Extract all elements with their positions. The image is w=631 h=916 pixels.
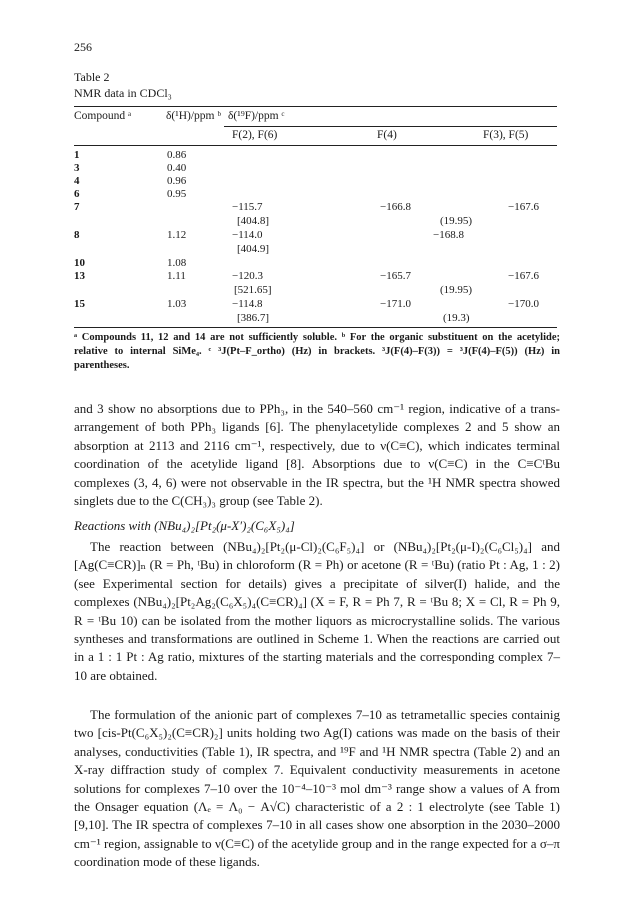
- row-7-f35-coupling: (19.95): [440, 215, 473, 227]
- row-1-compound: 1: [74, 149, 80, 161]
- row-13-f26: −120.3: [232, 270, 263, 282]
- row-4-compound: 4: [74, 175, 80, 187]
- row-15-f4: −171.0: [380, 298, 411, 310]
- row-8-f26-coupling: [404.9]: [237, 243, 270, 255]
- row-8-compound: 8: [74, 229, 80, 241]
- table-bottom-rule: [74, 327, 557, 328]
- row-13-f35-coupling: (19.95): [440, 284, 473, 296]
- row-15-h: 1.03: [167, 298, 187, 310]
- body-paragraph-1: and 3 show no absorptions due to PPh₃, in the 540–560 cm⁻¹ region, indicative of a trans-arrangement of both PPh₃ ligands [6]. The phenylacetylide complexes 2 and 5 show an absorption at 2113 and 2116 cm⁻¹, respectively, due to ν(C≡C), which indicates terminal coordination of the acetylide ligand [8]. Absorptions due to ν(C≡C) in the C≡CᵗBu complexes (3, 4, 6) were not observable in the IR spectra, but the ¹H NMR spectra showed singlets due to the C(CH₃)₃ group (see Table 2).: [74, 401, 560, 509]
- row-13-f35: −167.6: [508, 270, 539, 282]
- row-15-compound: 15: [74, 298, 85, 310]
- row-8-f4-f35: −168.8: [433, 229, 464, 241]
- section-heading: Reactions with (NBu₄)₂[Pt₂(μ-X′)₂(C₆X₅)₄]: [74, 518, 295, 533]
- row-7-f26: −115.7: [232, 201, 263, 213]
- row-3-compound: 3: [74, 162, 80, 174]
- page-number: 256: [74, 40, 92, 54]
- header-f-nmr: δ(¹⁹F)/ppm ᶜ: [228, 110, 285, 122]
- body-paragraph-2: The reaction between (NBu₄)₂[Pt₂(μ-Cl)₂(C₆F₅)₄] or (NBu₄)₂[Pt₂(μ-I)₂(C₆Cl₅)₄] and [Ag(C≡CR)]ₙ (R = Ph, ᵗBu) in chloroform (R = Ph) or acetone (R = ᵗBu) (ratio Pt : Ag, 1 : 2) (see Experimental section for details) gives a precipitate of silver(I) halide, and the complexes (NBu₄)₂[Pt₂Ag₂(C₆X₅)₄(C≡CR)₄] (X = F, R = Ph 7, R = ᵗBu 8; X = Cl, R = Ph 9, R = ᵗBu 10) can be isolated from the mother liquors as microcrystalline solids. The various syntheses and transformations are outlined in Scheme 1. When the reactions are carried out in a 1 : 1 Pt : Ag ratio, mixtures of the starting materials and the corresponding complex 7–10 are obtained.: [74, 539, 560, 683]
- row-13-f4: −165.7: [380, 270, 411, 282]
- row-7-f35: −167.6: [508, 201, 539, 213]
- row-15-f35: −170.0: [508, 298, 539, 310]
- row-7-f4: −166.8: [380, 201, 411, 213]
- row-6-h: 0.95: [167, 188, 187, 200]
- header-h-nmr: δ(¹H)/ppm ᵇ: [166, 110, 221, 122]
- table-label: Table 2: [74, 70, 110, 84]
- header-compound: Compound ᵃ: [74, 110, 132, 122]
- table-top-rule: [74, 106, 557, 107]
- header-f35: F(3), F(5): [483, 129, 529, 141]
- table-header-bottom-rule: [74, 145, 557, 146]
- row-4-h: 0.96: [167, 175, 187, 187]
- row-10-h: 1.08: [167, 257, 187, 269]
- header-f26: F(2), F(6): [232, 129, 278, 141]
- row-13-compound: 13: [74, 270, 85, 282]
- row-15-f26-coupling: [386.7]: [237, 312, 270, 324]
- row-13-f26-coupling: [521.65]: [234, 284, 272, 296]
- row-3-h: 0.40: [167, 162, 187, 174]
- table-footnote: ᵃ Compounds 11, 12 and 14 are not sufficiently soluble. ᵇ For the organic substituent on the acetylide; relative to internal SiMe₄. ᶜ ³J(Pt–F_ortho) (Hz) in brackets. ³J(F(4)–F(3)) = ³J(F(4)–F(5)) (Hz) in parentheses.: [74, 332, 560, 371]
- row-7-compound: 7: [74, 201, 80, 213]
- row-8-f26: −114.0: [232, 229, 263, 241]
- row-13-h: 1.11: [167, 270, 186, 282]
- header-subhead-rule: [224, 126, 557, 127]
- row-15-f26: −114.8: [232, 298, 263, 310]
- row-15-f35-coupling: (19.3): [443, 312, 470, 324]
- table-caption: NMR data in CDCl₃: [74, 86, 172, 100]
- row-1-h: 0.86: [167, 149, 187, 161]
- header-f4: F(4): [377, 129, 397, 141]
- row-6-compound: 6: [74, 188, 80, 200]
- body-paragraph-3: The formulation of the anionic part of complexes 7–10 as tetrametallic species containig two [cis-Pt(C₆X₅)₂(C≡CR)₂] units holding two Ag(I) cations was made on the basis of their analyses, conductivities (Table 1), IR spectra, and ¹⁹F and ¹H NMR spectra (Table 2) and an X-ray diffraction study of complex 7. Equivalent conductivity measurements in acetone solutions for complexes 7–10 over the 10⁻⁴–10⁻³ mol dm⁻³ range show a values of A from the Onsager equation (Λₑ = Λ₀ − A√C) characteristic of a 2 : 1 electrolyte (see Table 1) [9,10]. The IR spectra of complexes 7–10 in all cases show one absorption in the 2030–2000 cm⁻¹ region, assignable to ν(C≡C) of the acetylide group and in the range expected for a σ–π coordination mode of these ligands.: [74, 707, 560, 870]
- row-7-f26-coupling: [404.8]: [237, 215, 270, 227]
- row-8-h: 1.12: [167, 229, 187, 241]
- row-10-compound: 10: [74, 257, 85, 269]
